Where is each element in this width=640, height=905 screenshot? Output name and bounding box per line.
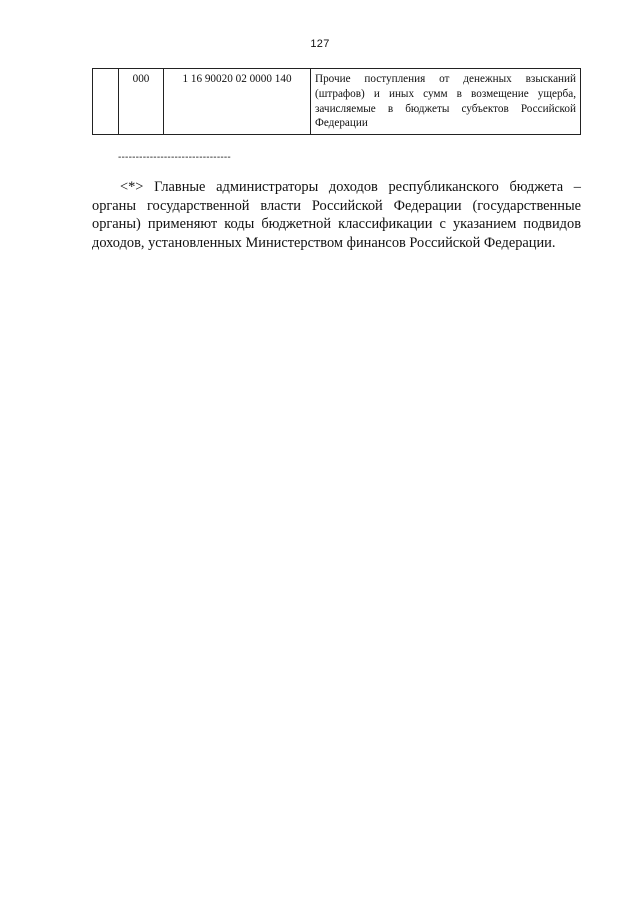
admin-code-cell xyxy=(93,69,119,135)
table-row xyxy=(93,69,581,135)
page-number: 127 xyxy=(310,38,330,50)
footnote-separator: -------------------------------- xyxy=(118,152,231,163)
kbk-cell: 1 16 90020 02 0000 140 xyxy=(164,69,311,135)
code-cell: 000 xyxy=(119,69,164,135)
description-cell: Прочие поступления от денежных взысканий (штрафов) и иных сумм в возмещение ущерба, зачисляемые в бюджеты субъектов Российской Федерации xyxy=(311,69,581,135)
footnote-text: <*> Главные администраторы доходов республиканского бюджета – органы государственной власти Российской Федерации (государственные органы) применяют коды бюджетной классификации с указанием подвидов доходов, установленных Министерством финансов Российской Федерации. xyxy=(92,179,581,251)
revenue-classification-table xyxy=(92,68,581,135)
